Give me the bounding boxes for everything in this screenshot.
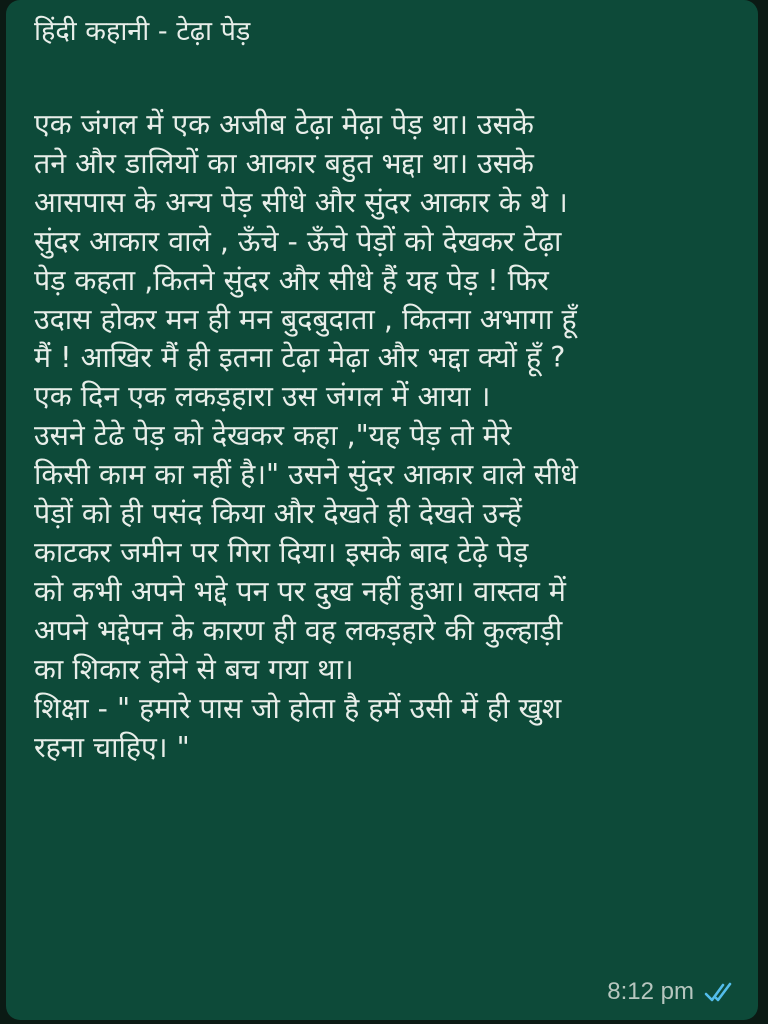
message-line: शिक्षा - " हमारे पास जो होता है हमें उसी में ही खुश bbox=[34, 691, 562, 725]
message-line: पेड़ कहता ,कितने सुंदर और सीधे हैं यह पेड़ ! फिर bbox=[34, 263, 549, 297]
message-line: किसी काम का नहीं है।" उसने सुंदर आकार वाले सीधे bbox=[34, 458, 578, 492]
message-line: सुंदर आकार वाले , ऊँचे - ऊँचे पेड़ों को देखकर टेढ़ा bbox=[34, 224, 562, 258]
message-line: को कभी अपने भद्दे पन पर दुख नहीं हुआ। वास्तव में bbox=[34, 574, 566, 608]
message-line: तने और डालियों का आकार बहुत भद्दा था। उसके bbox=[34, 146, 534, 180]
message-meta bbox=[607, 978, 736, 1006]
message-line: मैं ! आखिर मैं ही इतना टेढ़ा मेढ़ा और भद्दा क्यों हूँ ? bbox=[34, 341, 566, 375]
message-line: अपने भद्देपन के कारण ही वह लकड़हारे की कुल्हाड़ी bbox=[34, 613, 563, 647]
message-line: काटकर जमीन पर गिरा दिया। इसके बाद टेढ़े पेड़ bbox=[34, 535, 529, 569]
message-line: आसपास के अन्य पेड़ सीधे और सुंदर आकार के थे । bbox=[34, 185, 568, 219]
message-bubble[interactable] bbox=[6, 0, 758, 1020]
message-line: एक जंगल में एक अजीब टेढ़ा मेढ़ा पेड़ था। उसके bbox=[34, 108, 534, 141]
message-line: उदास होकर मन ही मन बुदबुदाता , कितना अभागा हूँ bbox=[34, 302, 577, 336]
message-line: रहना चाहिए। " bbox=[34, 730, 190, 764]
message-line: एक दिन एक लकड़हारा उस जंगल में आया । bbox=[34, 380, 491, 414]
message-title: हिंदी कहानी - टेढ़ा पेड़ bbox=[34, 16, 251, 47]
message-line: उसने टेढे पेड़ को देखकर कहा ,"यह पेड़ तो मेरे bbox=[34, 419, 512, 453]
message-line: का शिकार होने से बच गया था। bbox=[34, 652, 354, 686]
message-body bbox=[34, 106, 734, 767]
message-line: पेड़ों को ही पसंद किया और देखते ही देखते उन्हें bbox=[34, 497, 522, 531]
message-timestamp: 8:12 pm bbox=[607, 978, 694, 1005]
double-check-icon bbox=[704, 981, 736, 1003]
